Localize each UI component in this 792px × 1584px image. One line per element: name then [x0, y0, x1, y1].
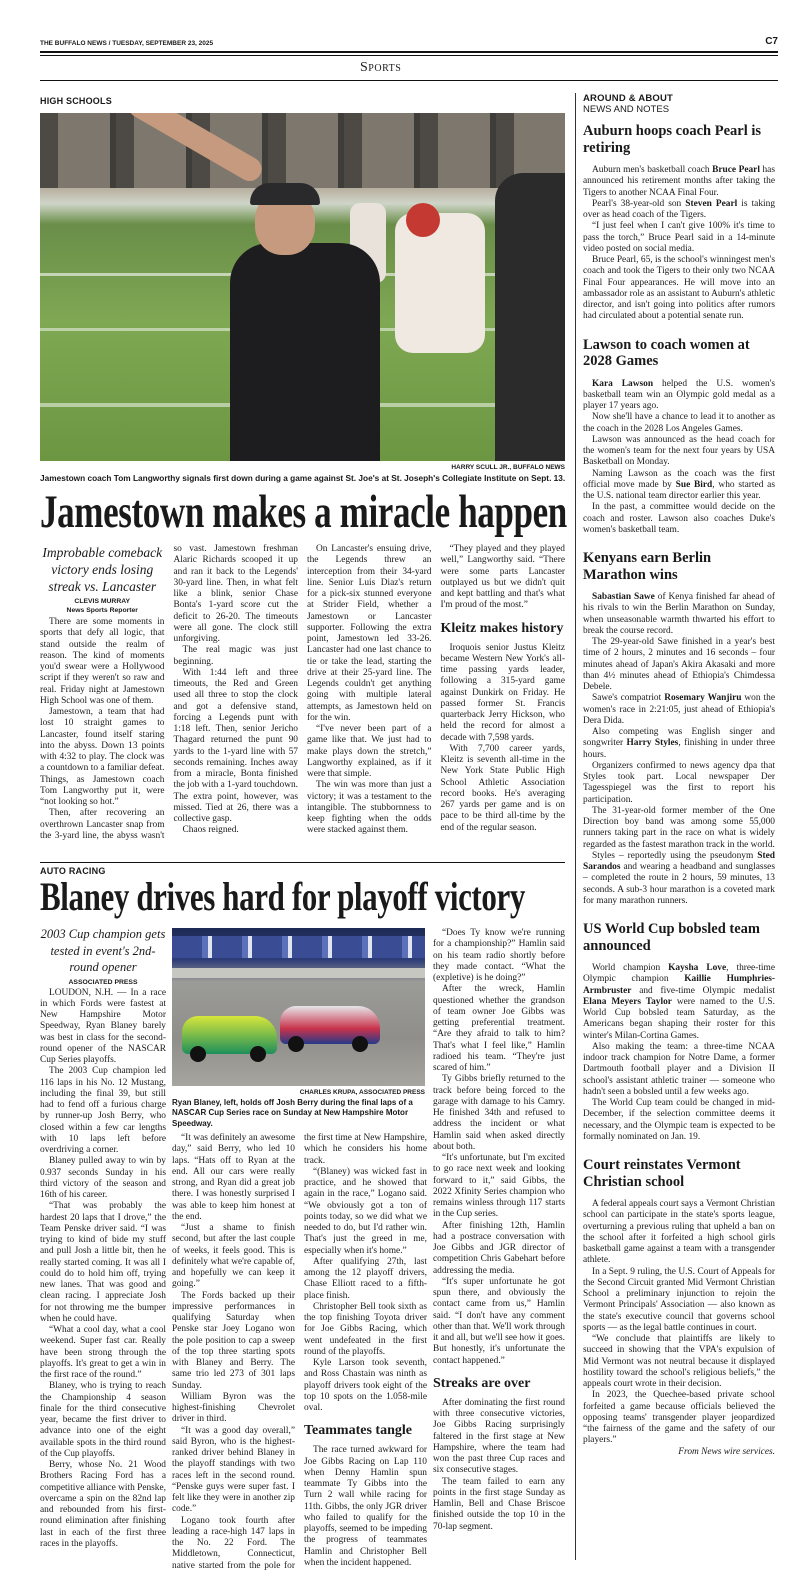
football-photo: [40, 113, 565, 461]
text-run: After qualifying 27th, last among the 12 playoff drivers, Chase Elliott raced to a fifth-place finish.: [304, 1256, 427, 1301]
paragraph: [433, 928, 565, 984]
text-run: The real magic was just beginning.: [173, 645, 298, 667]
text-run: With 1:44 left and three timeouts, the Red and Green used all three to stop the clock and got a defensive stand, forcing a Legends punt with 1:18 left. Then, senior Jericho Thagard returned the punt 90 yards to the 1-yard line with 57 seconds remaining. Inches away from a miracle, Bonta finished the job with a 1-yard touchdown. The extra point, however, was missed. Tied at 26, there was a collective gasp.: [173, 667, 298, 824]
bold-name: Elana Meyers Taylor: [583, 996, 672, 1007]
racing-photo: [172, 928, 425, 1086]
paragraph: [583, 1334, 775, 1390]
text-run: won the women's race in 2:21:05, just ahead of Ethiopia's Dera Dida.: [583, 693, 775, 726]
story2-col1: [40, 926, 166, 1550]
bold-name: Rosemary Wanjiru: [664, 693, 742, 704]
story2-rule: [40, 862, 565, 863]
paragraph: [40, 1066, 166, 1156]
bold-name: Kaillie Humphries-Armbruster: [583, 974, 776, 996]
story2-deck: 2003 Cup champion gets tested in event's 2nd-round opener: [40, 927, 166, 974]
text-run: The race turned awkward for Joe Gibbs Racing on Lap 110 when Denny Hamlin spun teammate Ty Gibbs into the Turn 2 wall while racing for 11th. Gibbs, the only JGR driver who failed to qualify for the playoffs, seemed to be impeding the progress of teammates Hamlin and Christopher Bell when the incident happened.: [304, 1445, 427, 1568]
text-run: The World Cup team could be changed in mid-December, if the selection committee deems it necessary, and the Olympic team is expected to be formally nominated on Jan. 19.: [583, 1098, 775, 1142]
paragraph-group: [40, 988, 166, 1551]
text-run: Ty Gibbs briefly returned to the track before being forced to the garage with damage to his Camry. He finished 34th and refused to address the incident or what Hamlin said when asked directly about both.: [433, 1074, 565, 1152]
story1-author: CLEVIS MURRAY: [74, 598, 131, 605]
text-run: “It's unfortunate, but I'm excited to go race next week and looking forward to it,” said Gibbs, the 2022 Xfinity Series champion who remains winless through 117 starts in the Cup series.: [433, 1153, 565, 1220]
sidebar-headline: US World Cup bobsled team announced: [583, 921, 760, 954]
text-run: has announced his retirement months after taking the Tigers to another NCAA Final Four.: [583, 165, 775, 198]
paragraph: [433, 1477, 565, 1533]
paragraph: [433, 1221, 565, 1277]
masthead-rule: [40, 51, 778, 56]
text-run: “Just a shame to finish second, but after the last couple of weeks, it feels good. This is definitely what we're capable of, and hopefully we can keep it going.”: [172, 1223, 295, 1290]
text-run: The win was more than just a victory; it was a testament to the intangible. The stubbornness to keep fighting when the odds were stacked against them.: [307, 780, 432, 836]
paragraph: [583, 693, 775, 727]
text-run: After finishing 12th, Hamlin had a postrace conversation with Joe Gibbs and JGR director of competition Chris Gabehart before addressing the media.: [433, 1220, 565, 1276]
photo2-caption: Ryan Blaney, left, holds off Josh Berry during the final laps of a NASCAR Cup Series race on Sunday at New Hampshire Motor Speedway.: [172, 1098, 413, 1128]
sidebar-around-and-about: [583, 93, 775, 1458]
story1-kicker: HIGH SCHOOLS: [40, 96, 112, 106]
paragraph: [583, 199, 775, 222]
text-run: “(Blaney) was wicked fast in practice, and he showed that again in the race,” Logano said. “We obviously got a ton of points today, so we did what we needed to do, but I'd rather win. That's just the greed in me, especially when it's home.”: [304, 1166, 427, 1256]
story2-kicker: AUTO RACING: [40, 866, 106, 876]
text-run: After dominating the first round with three consecutive victories, Joe Gibbs Racing surprisingly faltered in the first stage at New Hampshire, where the team had won the past three Cup races and six consecutive stages.: [433, 1397, 565, 1476]
paragraph: [583, 221, 775, 255]
text-run: “It's super unfortunate he got spun there, and obviously the contact came from us,” Hamlin said. “I don't have any comment other than that. We'll work through it and all, but we'll see how it goes. But honestly, it's unfortunate the contact happened.”: [433, 1276, 565, 1366]
paragraph: [304, 1302, 427, 1358]
paragraph: [583, 1042, 775, 1098]
text-run: After the wreck, Hamlin questioned whether the grandson of team owner Joe Gibbs was getting preferential treatment. “Are they afraid to talk to him? That's what I feel like,” Hamlin radioed his team. “They're just scared of him.”: [433, 984, 565, 1073]
paper-date: THE BUFFALO NEWS / TUESDAY, SEPTEMBER 23, 2025: [40, 40, 214, 47]
text-run: Blaney pulled away to win by 0.937 seconds Sunday in his third victory of the season and 16th of his career.: [40, 1156, 166, 1200]
bold-name: Kaysha Love: [668, 963, 727, 973]
paragraph-group: [583, 963, 775, 1143]
story1-subhead: Kleitz makes history: [440, 620, 564, 636]
paragraph: [583, 412, 775, 435]
story1-deck: Improbable comeback victory ends losing streak vs. Lancaster: [42, 545, 163, 594]
text-run: With 7,700 career yards, Kleitz is seventh all-time in the New York State Public High School Athletic Association record books. He's averaging 267 yards per game and is on pace to be third all-time by the end of the regular season.: [440, 743, 565, 833]
paragraph-group: [433, 1398, 565, 1533]
text-run: Bruce Pearl, 65, is the school's winningest men's coach and took the Tigers to their only two NCAA Final Four appearances. He will move into an ambassador role as an assistant to Auburn's athletic director, and isn't going into politics after rumors had circulated about a potential senate run.: [583, 255, 776, 322]
paragraph: [433, 1153, 565, 1221]
paragraph: [433, 984, 565, 1074]
text-run: In 2023, the Quechee-based private school forfeited a game because officials believed the opposing teams' transgender player jeopardized “the fairness of the game and the safety of our players.”: [583, 1390, 775, 1446]
paragraph: [40, 1460, 166, 1550]
paragraph: [583, 727, 775, 761]
paragraph-group: [304, 1445, 427, 1569]
paragraph: [307, 724, 432, 780]
text-run: helped the U.S. women's basketball team win an Olympic gold medal as a player 17 years ago.: [583, 378, 775, 411]
paragraph-group: [433, 928, 565, 1367]
text-run: In the past, a committee would decide on the coach and roster. Lawson also coaches Duke's women's basketball team.: [583, 502, 775, 535]
text-run: of Kenya finished far ahead of his rivals to win the Berlin Marathon on Sunday, when unseasonable warmth thwarted his effort to break the course record.: [583, 592, 775, 636]
text-run: , three-time Olympic champion: [583, 963, 775, 985]
text-run: Naming Lawson as the coach was the first official move made by: [583, 468, 775, 490]
paragraph: [433, 1074, 565, 1153]
text-run: A federal appeals court says a Vermont Christian school can participate in the state's sports league, overturning a previous ruling that upheld a ban on the school after it forfeited a high school girls basketball game against a team with a transgender athlete.: [583, 1199, 775, 1266]
bold-name: Sue Bird: [675, 479, 713, 490]
paragraph: [172, 1392, 295, 1426]
story1-body: [40, 544, 565, 849]
text-run: The Fords backed up their impressive performances in qualifying Saturday when Penske star Joey Logano won the pole position to cap a sweep of the top three starting spots with Blaney and Berry. The same trio led 273 of 301 laps Sunday.: [172, 1290, 295, 1391]
text-run: , finishing in under three hours.: [583, 738, 775, 760]
text-run: Pearl's 38-year-old son: [592, 198, 686, 209]
text-run: The 31-year-old former member of the One Direction boy band was among some 55,000 runners taking part in the race on what is widely regarded as the fastest marathon track in the world.: [583, 805, 775, 850]
story2-subhead-teammates: Teammates tangle: [304, 1423, 412, 1439]
text-run: “We conclude that plaintiffs are likely to succeed in showing that the VPA's expulsion of Mid Vermont was not neutral because it displayed hostility toward the school's religious beliefs,” the appeals court wrote in their decision.: [583, 1334, 775, 1389]
text-run: “I've never been part of a game like that. We just had to make plays down the stretch,” Langworthy explained, as if it were that simple.: [307, 724, 432, 779]
text-run: Logano took fourth after leading a race-high 147 laps in the No. 22 Ford. The Middletown, Connecticut, native started from the pole for the first time at New Hampshire, which he considers his home track.: [172, 1133, 427, 1571]
text-run: Also making the team: a three-time NCAA indoor track champion for Notre Dame, a former Dartmouth football player and a Division II school's assistant athletic trainer — someone who hadn't seen a bobsled until a few weeks ago.: [583, 1041, 775, 1097]
paragraph: [304, 1167, 427, 1257]
text-run: Berry, whose No. 21 Wood Brothers Racing Ford has a competitive alliance with Penske, overcame a spin on the 82nd lap and rebounded from his first-round elimination after finishing last in each of the first three races in the playoffs.: [40, 1460, 167, 1549]
story2-subhead-streaks: Streaks are over: [433, 1375, 531, 1391]
page-number: C7: [765, 36, 778, 47]
paragraph: [307, 780, 432, 836]
paragraph-group: [583, 1199, 775, 1447]
text-run: William Byron was the highest-finishing Chevrolet driver in third.: [172, 1391, 295, 1425]
bold-name: Steven Pearl: [685, 198, 738, 209]
paragraph: [583, 806, 775, 851]
bold-name: Sted Sarandos: [583, 850, 775, 872]
text-run: World champion: [592, 963, 669, 973]
text-run: Then, after recovering an overthrown Lancaster snap from the 3-yard line, the abyss wasn't so vast. Jamestown freshman Alaric Richards scooped it up and ran it back to the Legends' 30-yard line. Then, in what felt like a blink, senior Chase Bonta's 1-yard score cut the deficit to 26-20. The timeouts were all gone. The clock still unforgiving.: [40, 544, 298, 841]
text-run: Sawe's compatriot: [592, 693, 665, 704]
paragraph: [583, 1390, 775, 1446]
paragraph: [304, 1358, 427, 1414]
paragraph: [172, 1291, 295, 1392]
paragraph: [40, 1201, 166, 1325]
paragraph: [583, 592, 775, 637]
paragraph-group: [441, 643, 566, 834]
paragraph: [583, 1098, 775, 1143]
text-run: In a Sept. 9 ruling, the U.S. Court of Appeals for the Second Circuit granted Mid Vermont Christian School a preliminary injunction to rejoin the Vermont Principals' Association — also known as the state's executive council that governs school sports — as the legal battle continues in court.: [583, 1266, 775, 1333]
paragraph: [441, 643, 566, 744]
section-rule: [40, 80, 778, 81]
text-run: “What a cool day, what a cool weekend. Super fast car. Really have been strong through the playoffs. It's great to get a win in the first race of the round.”: [40, 1325, 166, 1380]
photo2-credit: CHARLES KRUPA, ASSOCIATED PRESS: [299, 1089, 425, 1096]
text-run: Iroquois senior Justus Kleitz became Western New York's all-time passing yards leader, following a 315-yard game against Dunkirk on Friday. He passed former St. Francis quarterback Jerry Hickson, who held the record for almost a decade with 7,598 yards.: [440, 642, 565, 743]
text-run: Auburn men's basketball coach: [592, 165, 713, 175]
folio: [40, 36, 778, 47]
story1-author-title: News Sports Reporter: [66, 607, 138, 614]
text-run: Jamestown, a team that had lost 10 straight games to Lancaster, found itself staring into the abyss. Down 13 points with 4:32 to play. The clock was a countdown to a familiar defeat. Things, as Jamestown coach Tom Langworthy put it, were “not looking so hot.”: [40, 707, 165, 807]
section-title: Sports: [360, 60, 402, 75]
paragraph: [172, 1133, 295, 1223]
paragraph: [433, 1277, 565, 1367]
text-run: There are some moments in sports that defy all logic, that stand outside the realm of reason. The kind of moments you'd swear were a Hollywood script if they weren't so raw and real. Friday night at Jamestown High School was one of them.: [40, 617, 165, 706]
paragraph: [40, 617, 165, 707]
paragraph: [583, 637, 775, 693]
text-run: The 2003 Cup champion led 116 laps in his No. 12 Mustang, including the final 39, but still had to fend off a furious charge by runner-up Josh Berry, who closed within a few car lengths with 10 laps left before overdriving a corner.: [40, 1066, 166, 1155]
text-run: On Lancaster's ensuing drive, the Legends threw an interception from their 34-yard line. Senior Luis Diaz's return for a pick-six stunned everyone at Strider Field, whether a Jamestown or Lancaster supporter. Following the extra point, Jamestown led 33-26. Lancaster had one last chance to tie or take the lead, starting the drive at their 25-yard line. The Legends couldn't get anything going with multiple lateral attempts, as Jamestown held on for the win.: [307, 544, 432, 723]
paragraph: [583, 502, 775, 536]
photo1-credit: HARRY SCULL JR., BUFFALO NEWS: [451, 464, 565, 471]
paragraph: [172, 1426, 295, 1516]
paragraph: [174, 645, 299, 668]
sidebar-headline: Lawson to coach women at 2028 Games: [583, 336, 750, 369]
paragraph: [40, 1381, 166, 1460]
text-run: “Does Ty know we're running for a championship?” Hamlin said on his team radio shortly before they made contact. “What the (expletive) is he doing?”: [433, 928, 565, 983]
story1-headline: Jamestown makes a miracle happen: [40, 486, 567, 538]
story2-headline: Blaney drives hard for playoff victory: [40, 874, 525, 919]
text-run: “It was a good day overall,” said Byron, who is the highest-ranked driver behind Blaney in the playoff standings with two races left in the second round. “Penske guys were super fast. I felt like they were in another zip code.”: [172, 1425, 295, 1515]
paragraph: [441, 744, 566, 834]
text-run: Chaos reigned.: [182, 825, 239, 836]
bold-name: Bruce Pearl: [712, 165, 760, 175]
paragraph: [583, 1267, 775, 1335]
text-run: Also competing was English singer and songwriter: [583, 727, 775, 749]
text-run: were named to the U.S. World Cup bobsled team Saturday, as the Americans began shaping their roster for this winter's Milan-Cortina Games.: [583, 996, 775, 1041]
paragraph: [174, 825, 299, 836]
paragraph: [172, 1223, 295, 1291]
paragraph: [304, 1445, 427, 1569]
text-run: “I just feel when I can't give 100% it's time to pass the torch,” Bruce Pearl said in a 14-minute video posted on social media.: [583, 221, 775, 254]
text-run: Lawson was announced as the head coach for the women's team for the next four years by USA Basketball on Monday.: [583, 434, 775, 468]
sidebar-rule: [575, 93, 576, 1560]
text-run: The team failed to earn any points in the first stage Sunday as Hamlin, Bell and Chase Briscoe finished outside the top 10 in the 70-lap segment.: [433, 1476, 565, 1532]
text-run: Kyle Larson took seventh, and Ross Chastain was ninth as playoff drivers took eight of the top 10 spots on the 1.058-mile oval.: [304, 1358, 427, 1413]
sidebar-headline: Kenyans earn Berlin Marathon wins: [583, 550, 712, 583]
paragraph: [583, 165, 775, 199]
paragraph: [583, 379, 775, 413]
sidebar-signoff: From News wire services.: [678, 1446, 775, 1457]
text-run: and wearing a headband and sunglasses – completed the route in 2 hours, 59 minutes, 13 seconds. A sub-3 hour marathon is a coveted mark for many marathon runners.: [583, 862, 775, 906]
text-run: Now she'll have a chance to lead it to another as the coach in the 2028 Los Angeles Games.: [583, 412, 775, 434]
sidebar-headline: Auburn hoops coach Pearl is retiring: [583, 123, 762, 156]
paragraph: [583, 761, 775, 806]
paragraph: [583, 255, 775, 323]
paragraph: [583, 469, 775, 503]
text-run: Blaney, who is trying to reach the Championship 4 season finale for the third consecutive year, became the first driver to advance into one of the eight available spots in the third round of the Cup playoffs.: [40, 1381, 166, 1459]
paragraph: [583, 963, 775, 1042]
text-run: LOUDON, N.H. — In a race in which Fords were fastest at New Hampshire Motor Speedway, Ryan Blaney barely was best in class for the second-round opener of the NASCAR Cup Series playoffs.: [40, 987, 166, 1065]
photo1-caption: Jamestown coach Tom Langworthy signals first down during a game against St. Joe's at St. Joseph's Collegiate Institute on Sept. 13.: [40, 473, 566, 483]
paragraph: [40, 707, 165, 808]
paragraph: [40, 988, 166, 1067]
paragraph: [174, 668, 299, 826]
paragraph: [433, 1398, 565, 1477]
text-run: is taking over as head coach of the Tigers.: [583, 198, 776, 220]
story2-col4: [433, 928, 565, 1533]
bold-name: Sabastian Sawe: [592, 592, 655, 602]
text-run: Christopher Bell took sixth as the top finishing Toyota driver for Joe Gibbs Racing, which went undefeated in the first round of the playoffs.: [304, 1301, 427, 1357]
sidebar-subkicker: NEWS AND NOTES: [583, 104, 670, 115]
paragraph: [583, 851, 775, 907]
text-run: Styles – reportedly using the pseudonym: [592, 850, 758, 861]
paragraph: [304, 1257, 427, 1302]
text-run: “That was probably the hardest 20 laps that I drove,” the Team Penske driver said. “I was trying to kind of bide my stuff and pull Josh a little bit, then he really started coming. It was all I could do to hold him off, trying new lanes. That was good and clean racing. I appreciate Josh for not throwing me the bumper when he could have.: [40, 1201, 166, 1324]
paragraph: [40, 1325, 166, 1381]
paragraph: [441, 544, 566, 612]
bold-name: Harry Styles: [626, 738, 679, 749]
sidebar-kicker: AROUND & ABOUT: [583, 93, 674, 104]
paragraph: [583, 1199, 775, 1267]
story2-middle: [172, 1133, 427, 1573]
paragraph-group: [583, 379, 775, 537]
paragraph: [307, 544, 432, 724]
text-run: Organizers confirmed to news agency dpa that Styles took part. Local newspaper Der Tagesspiegel was the first to report his participation.: [583, 760, 775, 805]
text-run: “It was definitely an awesome day,” said Berry, who led 10 laps. “Hats off to Ryan at the end. All our cars were really strong, and Ryan did a great job there. I was honestly surprised I was able to keep him honest at the end.: [172, 1133, 295, 1222]
paragraph-group: [583, 592, 775, 907]
paragraph: [40, 1156, 166, 1201]
text-run: and five-time Olympic medalist: [631, 985, 775, 996]
story2-author: ASSOCIATED PRESS: [68, 978, 138, 986]
text-run: , who started as the U.S. national team director earlier this year.: [583, 479, 775, 501]
paragraph: [583, 435, 775, 469]
text-run: “They played and they played well,” Langworthy said. “There were some parts Lancaster outplayed us but we didn't quit and kept battling and that's what I'm proud of the most.”: [440, 544, 565, 611]
text-run: The 29-year-old Sawe finished in a year's best time of 2 hours, 2 minutes and 16 seconds – four minutes ahead of Japan's Akira Akasaki and more than 4½ minutes ahead of Ethiopia's Chimdessa Debele.: [583, 637, 775, 692]
sidebar-headline: Court reinstates Vermont Christian school: [583, 1157, 741, 1190]
bold-name: Kara Lawson: [592, 378, 654, 389]
paragraph-group: [583, 165, 775, 323]
